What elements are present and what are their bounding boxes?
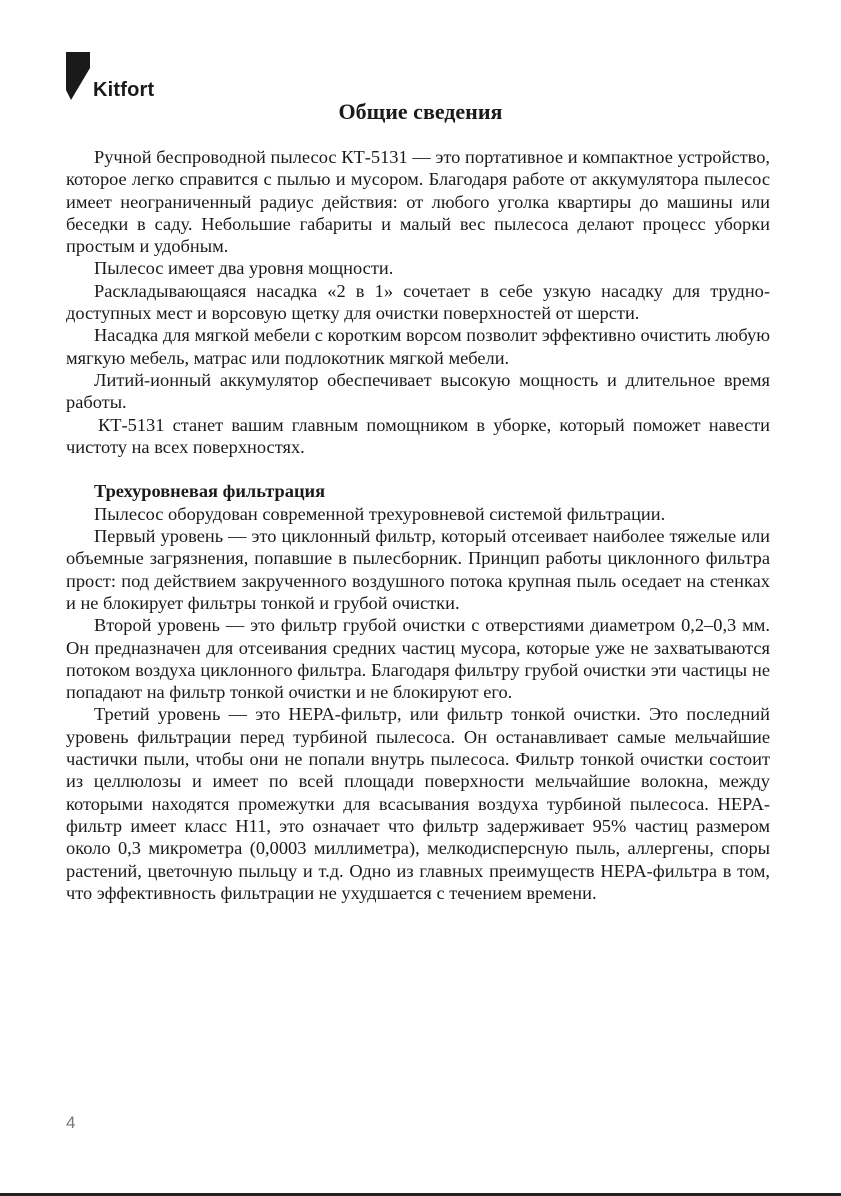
- intro-paragraph: КТ-5131 станет вашим главным помощником в уборке, который поможет навести чистоту на всех поверхностях.: [66, 414, 770, 457]
- intro-paragraph: Насадка для мягкой мебели с коротким ворсом позволит эффективно очистить любую мягкую мебель, матрас или подлокотник мягкой мебели.: [66, 325, 770, 368]
- intro-paragraph: Ручной беспроводной пылесос КТ-5131 — это портативное и компактное устройство, которое легко справится с пылью и мусором. Благодаря работе от аккумулятора пылесос имеет неограниченный радиус действия: от любого уголка квартиры до машины или беседки в саду. Небольшие габариты и малый вес пылесоса делают процесс уборки простым и удобным.: [66, 147, 770, 257]
- intro-paragraph: Раскладывающаяся насадка «2 в 1» сочетает в себе узкую насадку для труднодоступных мест и ворсовую щетку для очистки поверхностей от шерсти.: [66, 280, 770, 324]
- page-number: 4: [66, 1113, 76, 1132]
- filtration-paragraph: Второй уровень — это фильтр грубой очистки с отверстиями диаметром 0,2–0,3 мм. Он предназначен для отсеивания средних частиц мусора, которые уже не захватываются потоком воздуха циклонного фильтра. Благодаря фильтру грубой очистки эти частицы не попадают на фильтр тонкой очистки и не блокируют его.: [66, 615, 770, 703]
- kitfort-logo: [66, 52, 176, 102]
- filtration-paragraph: Первый уровень — это циклонный фильтр, который отсеивает наиболее тяжелые или объемные загрязнения, попавшие в пылесборник. Принцип работы циклонного фильтра прост: под действием закрученного воздушного потока крупная пыль оседает на стенках и не блокирует фильтры тонкой и грубой очистки.: [66, 526, 770, 613]
- kitfort-logo-icon: [66, 52, 90, 100]
- document-body: [66, 146, 770, 904]
- section-spacer: [66, 458, 770, 480]
- filtration-paragraph: Третий уровень — это HEPA-фильтр, или фильтр тонкой очистки. Это последний уровень фильтрации перед турбиной пылесоса. Он останавливает самые мельчайшие частички пыли, чтобы они не попали внутрь пылесоса. Фильтр тонкой очистки состоит из целлюлозы и имеет по всей площади поверхности мельчайшие волокна, между которыми находятся промежутки для всасывания воздуха турбиной пылесоса. HEPA-фильтр имеет класс H11, это означает что фильтр задерживает 95% частиц размером около 0,3 микрометра (0,0003 миллиметра), мелкодисперсную пыль, аллергены, споры растений, цветочную пыльцу и т.д. Одно из главных преимуществ HEPA-фильтра в том, что эффективность фильтрации не ухудшается с течением времени.: [66, 704, 770, 903]
- page-title: Общие сведения: [338, 99, 503, 124]
- brand-name: Kitfort: [93, 79, 155, 101]
- section-heading: Трехуровневая фильтрация: [94, 481, 326, 502]
- intro-paragraph: Литий-ионный аккумулятор обеспечивает высокую мощность и длительное время работы.: [66, 369, 770, 413]
- intro-paragraph: Пылесос имеет два уровня мощности.: [94, 258, 394, 279]
- filtration-paragraph: Пылесос оборудован современной трехуровневой системой фильтрации.: [94, 503, 666, 524]
